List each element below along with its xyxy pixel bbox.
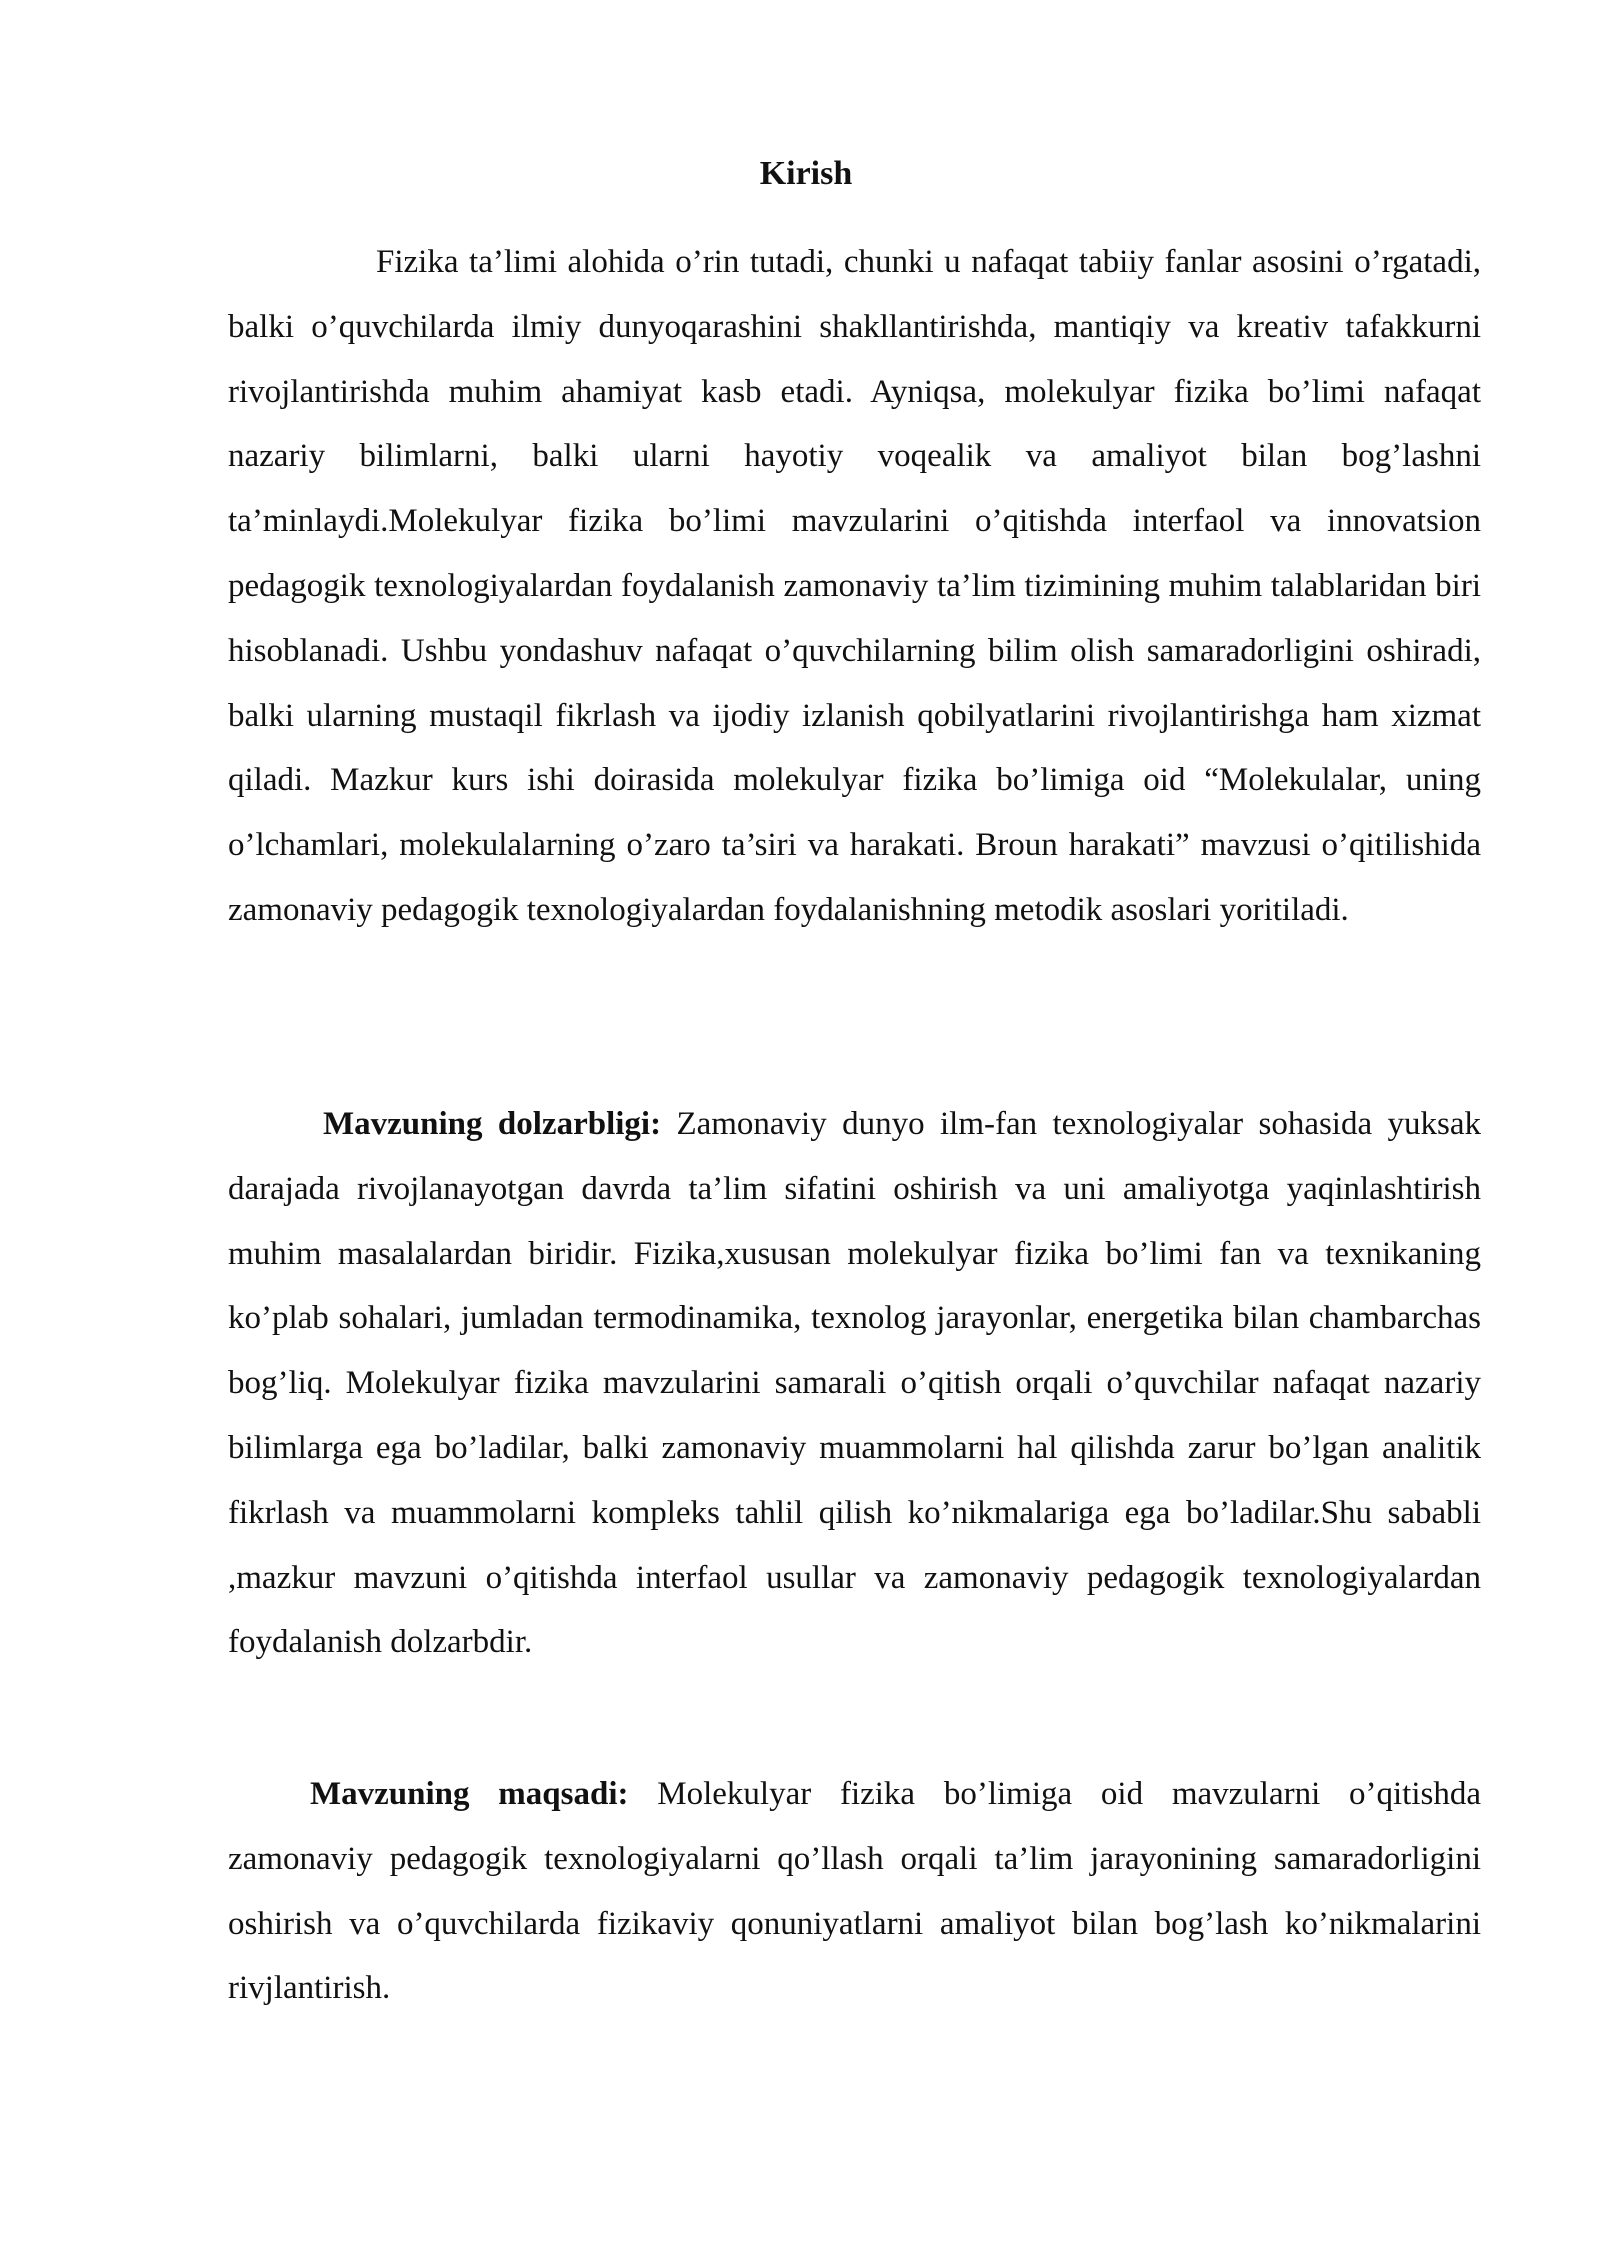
paragraph-text: Molekulyar fizika bo’limiga oid mavzularni o’qitishda zamonaviy pedagogik texnologiyalarni qo’llash orqali ta’lim jarayonining samaradorligini oshirish va o’quvchilarda fizikaviy qonuniyatlarni amaliyot bilan bog’lash ko’nikmalarini rivjlantirish. xyxy=(228,1776,1482,2007)
intro-paragraph xyxy=(228,230,1481,943)
paragraph-text: Fizika ta’limi alohida o’rin tutadi, chunki u nafaqat tabiiy fanlar asosini o’rgatadi, balki o’quvchilarda ilmiy dunyoqarashini shakllantirishda, mantiqiy va kreativ tafakkurni rivojlantirishda muhim ahamiyat kasb etadi. Ayniqsa, molekulyar fizika bo’limi nafaqat nazariy bilimlarni, balki ularni hayotiy voqealik va amaliyot bilan bog’lashni ta’minlaydi.Molekulyar fizika bo’limi mavzularini o’qitishda interfaol va innovatsion pedagogik texnologiyalardan foydalanish zamonaviy ta’lim tizimining muhim talablaridan biri hisoblanadi. Ushbu yondashuv nafaqat o’quvchilarning bilim olish samaradorligini oshiradi, balki ularning mustaqil fikrlash va ijodiy izlanish qobilyatlarini rivojlantirishga ham xizmat qiladi. Mazkur kurs ishi doirasida molekulyar fizika bo’limiga oid “Molekulalar, uning o’lchamlari, molekulalarning o’zaro ta’siri va harakati. Broun harakati” mavzusi o’qitilishida zamonaviy pedagogik texnologiyalardan foydalanishning metodik asoslari yoritiladi. xyxy=(228,244,1481,928)
paragraph-lead: Mavzuning dolzarbligi: xyxy=(323,1106,662,1142)
goal-paragraph xyxy=(228,1762,1481,2021)
relevance-paragraph xyxy=(228,1092,1481,1675)
paragraph-lead: Mavzuning maqsadi: xyxy=(310,1776,629,1812)
paragraph-text: Zamonaviy dunyo ilm-fan texnologiyalar sohasida yuksak darajada rivojlanayotgan davrda ta’lim sifatini oshirish va uni amaliyotga yaqinlashtirish muhim masalalardan biridir. Fizika,xususan molekulyar fizika bo’limi fan va texnikaning ko’plab sohalari, jumladan termodinamika, texnolog jarayonlar, energetika bilan chambarchas bog’liq. Molekulyar fizika mavzularini samarali o’qitish orqali o’quvchilar nafaqat nazariy bilimlarga ega bo’ladilar, balki zamonaviy muammolarni hal qilishda zarur bo’lgan analitik fikrlash va muammolarni kompleks tahlil qilish ko’nikmalariga ega bo’ladilar.Shu sababli ,mazkur mavzuni o’qitishda interfaol usullar va zamonaviy pedagogik texnologiyalardan foydalanish dolzarbdir. xyxy=(228,1106,1481,1661)
page-title: Kirish xyxy=(759,155,853,192)
